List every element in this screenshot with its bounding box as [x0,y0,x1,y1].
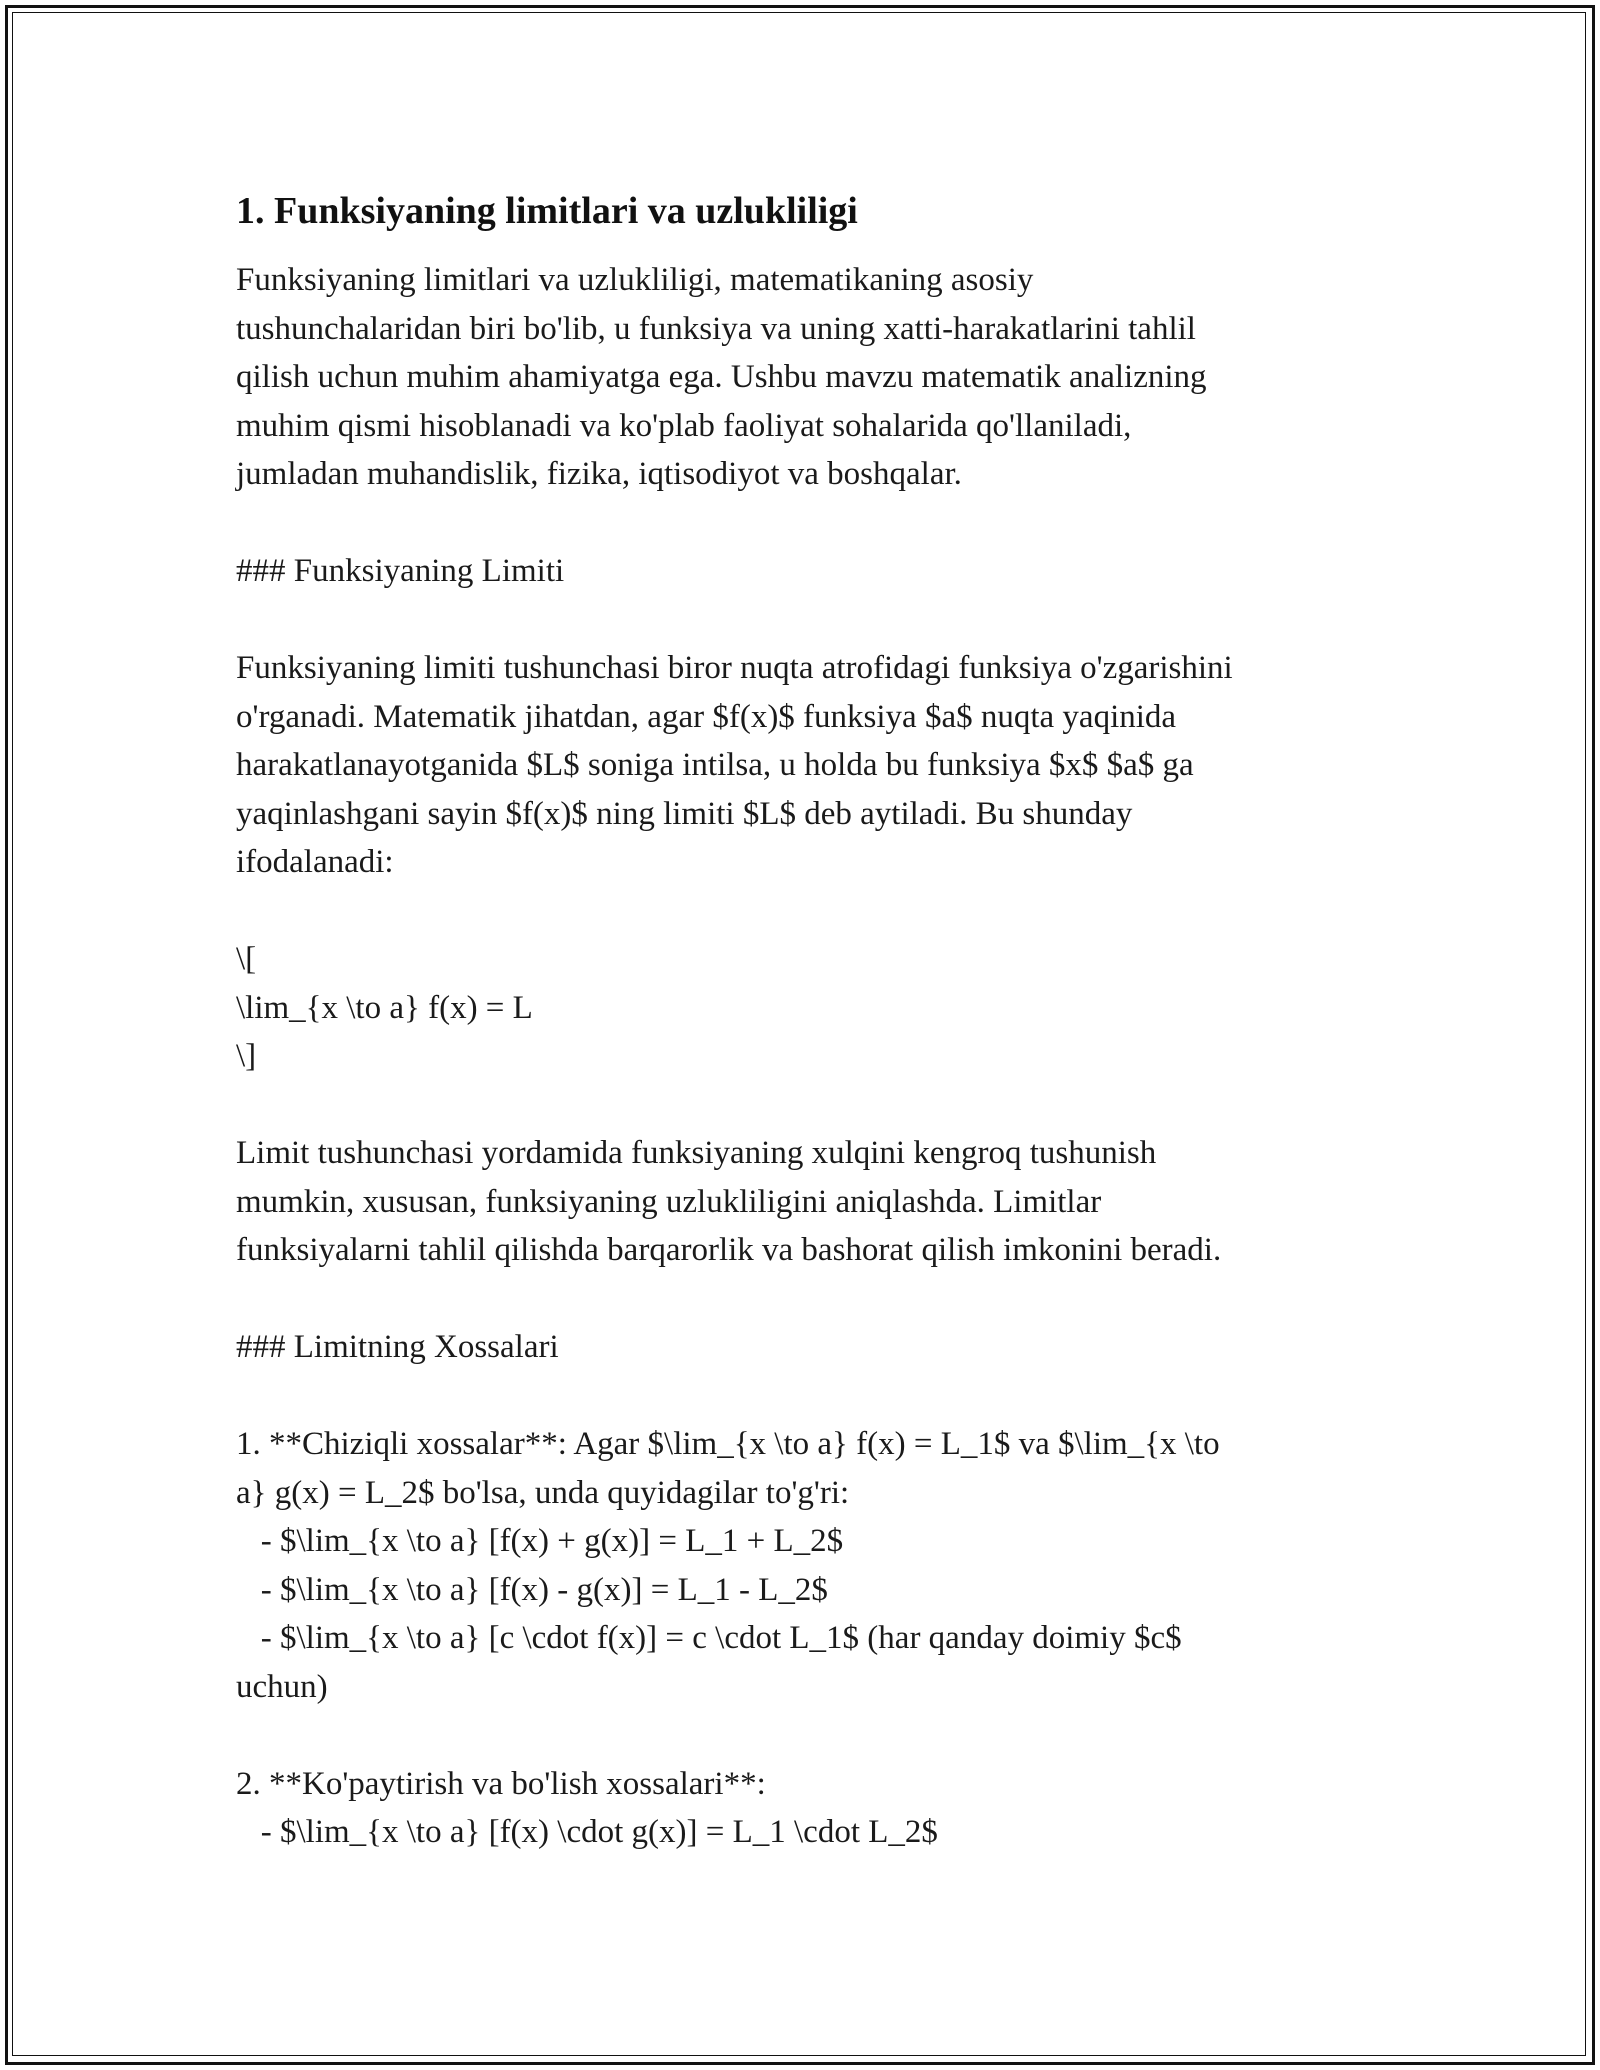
document-body: Funksiyaning limitlari va uzlukliligi, matematikaning asosiy tushunchalaridan biri bo'lib, u funksiya va uning xatti-harakatlarini tahlil qilish uchun muhim ahamiyatga ega. Ushbu mavzu matematik analizning muhim qismi hisoblanadi va ko'plab faoliyat sohalarida qo'llaniladi, jumladan muhandislik, fizika, iqtisodiyot va boshqalar. ### Funksiyaning Limiti Funksiyaning limiti tushunchasi biror nuqta atrofidagi funksiya o'zgarishini o'rganadi. Matematik jihatdan, agar $f(x)$ funksiya $a$ nuqta yaqinida harakatlanayotganida $L$ soniga intilsa, u holda bu funksiya $x$ $a$ ga yaqinlashgani sayin $f(x)$ ning limiti $L$ deb aytiladi. Bu shunday ifodalanadi: \[ \lim_{x \to a} f(x) = L \] Limit tushunchasi yordamida funksiyaning xulqini kengroq tushunish mumkin, xususan, funksiyaning uzlukliligini aniqlashda. Limitlar funksiyalarni tahlil qilishda barqarorlik va bashorat qilish imkonini beradi. ### Limitning Xossalari 1. **Chiziqli xossalar**: Agar $\lim_{x \to a} f(x) = L_1$ va $\lim_{x \to a} g(x) = L_2$ bo'lsa, unda quyidagilar to'g'ri: - $\lim_{x \to a} [f(x) + g(x)] = L_1 + L_2$ - $\lim_{x \to a} [f(x) - g(x)] = L_1 - L_2$ - $\lim_{x \to a} [c \cdot f(x)] = c \cdot L_1$ (har qanday doimiy $c$ uchun) 2. **Ko'paytirish va bo'lish xossalari**: - $\lim_{x \to a} [f(x) \cdot g(x)] = L_1 \cdot L_2$ [236,262,1233,1850]
document-title: 1. Funksiyaning limitlari va uzlukliligi [236,190,858,232]
document-content [236,186,1366,1857]
